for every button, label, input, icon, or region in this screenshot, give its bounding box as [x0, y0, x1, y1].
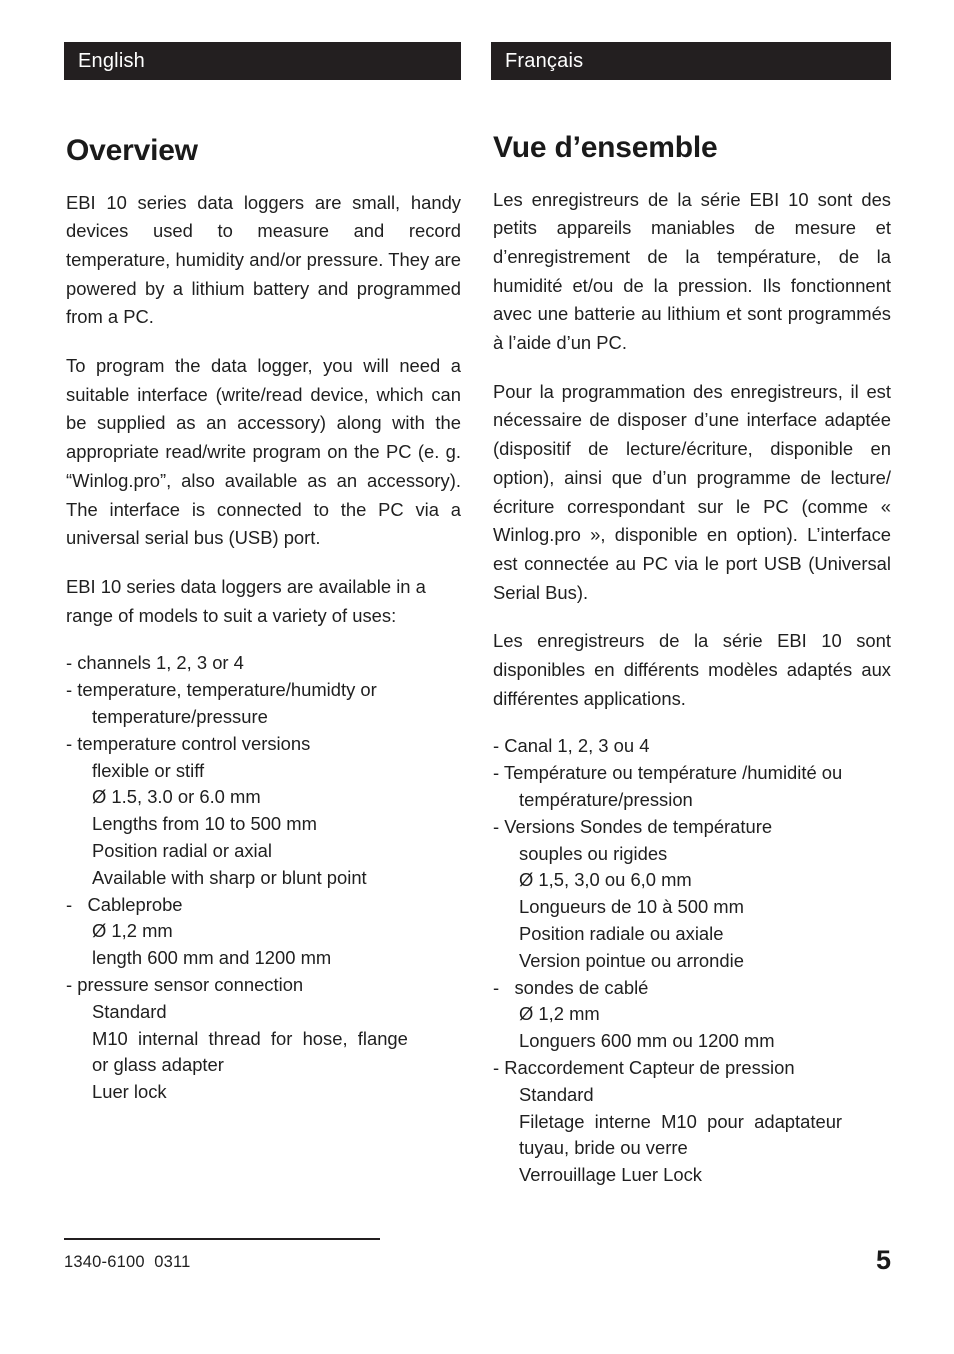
spec-item: - pressure sensor connection — [66, 973, 304, 995]
spec-item: Ø 1,2 mm — [519, 1003, 600, 1025]
spec-item: température/pression — [519, 789, 693, 811]
spec-item: - Température ou température /humidité ou — [493, 762, 843, 784]
spec-item: Lengths from 10 to 500 mm — [92, 813, 317, 835]
paragraph-fr-3: Les enregistreurs de la série EBI 10 sont disponibles en différents modèles adaptés aux différentes applications. — [493, 630, 891, 709]
language-label-english: English — [78, 50, 145, 72]
section-title-english: Overview — [66, 134, 198, 167]
paragraph-en-1: EBI 10 series data loggers are small, handy devices used to measure and record temperature, humidity and/or pressure. They are powered by a lithium battery and programmed from a PC. — [66, 191, 461, 328]
spec-item: - Canal 1, 2, 3 ou 4 — [493, 735, 650, 757]
spec-item: Position radiale ou axiale — [519, 923, 724, 945]
spec-item: Verrouillage Luer Lock — [519, 1164, 702, 1186]
footer-divider — [64, 1238, 380, 1240]
paragraph-fr-2: Pour la programmation des enregistreurs, il est nécessaire de disposer d’une interface adaptée (dispositif de lecture/écriture, disponible en option), ainsi que d’un programme de lecture/écriture correspondant sur le PC (comme « Winlog.pro », disponible en option). L’interface est connectée au PC via le port USB (Universal Serial Bus). — [493, 380, 891, 603]
spec-item: Standard — [519, 1083, 594, 1105]
spec-item: Version pointue ou arrondie — [519, 949, 744, 971]
paragraph-en-3: EBI 10 series data loggers are available in a range of models to suit a variety of uses: — [66, 575, 426, 626]
spec-list-francais — [493, 733, 891, 1189]
spec-item: M10 internal thread for hose, flange — [92, 1027, 408, 1049]
spec-list-english — [66, 650, 461, 1106]
spec-item: - Cableprobe — [66, 893, 183, 915]
spec-item: Longueurs de 10 à 500 mm — [519, 896, 744, 918]
spec-item: Luer lock — [92, 1081, 167, 1103]
paragraph-en-2: To program the data logger, you will need a suitable interface (write/read device, which can be supplied as an accessory) along with the appropriate read/write program on the PC (e. g. “Winlog.pro”, also available as an accessory). The interface is connected to the PC via a universal serial bus (USB) port. — [66, 355, 461, 549]
spec-item: Filetage interne M10 pour adaptateur — [519, 1110, 843, 1132]
spec-item: temperature/pressure — [92, 705, 268, 727]
spec-item: Position radial or axial — [92, 839, 272, 861]
spec-item: Ø 1,5, 3,0 ou 6,0 mm — [519, 869, 692, 891]
spec-item: length 600 mm and 1200 mm — [92, 947, 332, 969]
spec-item: - sondes de cablé — [493, 976, 649, 998]
spec-item: Ø 1.5, 3.0 or 6.0 mm — [92, 786, 261, 808]
column-english — [64, 42, 461, 1106]
paragraph-fr-1: Les enregistreurs de la série EBI 10 sont des petits appareils maniables de mesure et d’enregistrement de la température, de la humidité et/ou de la pression. Ils fonctionnent avec une batterie au lithium et sont programmés à l’aide d’un PC. — [493, 188, 891, 354]
section-title-francais: Vue d’ensemble — [493, 131, 718, 164]
footer-document-id: 1340-6100 0311 — [64, 1253, 191, 1271]
language-label-francais: Français — [505, 50, 584, 72]
spec-item: flexible or stiff — [92, 759, 205, 781]
spec-item: - Raccordement Capteur de pression — [493, 1057, 795, 1079]
spec-item: souples ou rigides — [519, 842, 668, 864]
spec-item: Available with sharp or blunt point — [92, 866, 367, 888]
spec-item: Standard — [92, 1000, 167, 1022]
spec-item: Ø 1,2 mm — [92, 920, 173, 942]
spec-item: - channels 1, 2, 3 or 4 — [66, 652, 244, 674]
spec-item: - temperature, temperature/humidty or — [66, 679, 377, 701]
spec-item: tuyau, bride ou verre — [519, 1137, 688, 1159]
language-header-francais — [491, 42, 891, 80]
spec-item: - Versions Sondes de température — [493, 815, 773, 837]
spec-item: Longuers 600 mm ou 1200 mm — [519, 1030, 775, 1052]
page-number: 5 — [875, 1245, 891, 1275]
spec-item: or glass adapter — [92, 1054, 224, 1076]
spec-item: - temperature control versions — [66, 732, 311, 754]
column-francais — [491, 42, 891, 1189]
language-header-english — [64, 42, 461, 80]
